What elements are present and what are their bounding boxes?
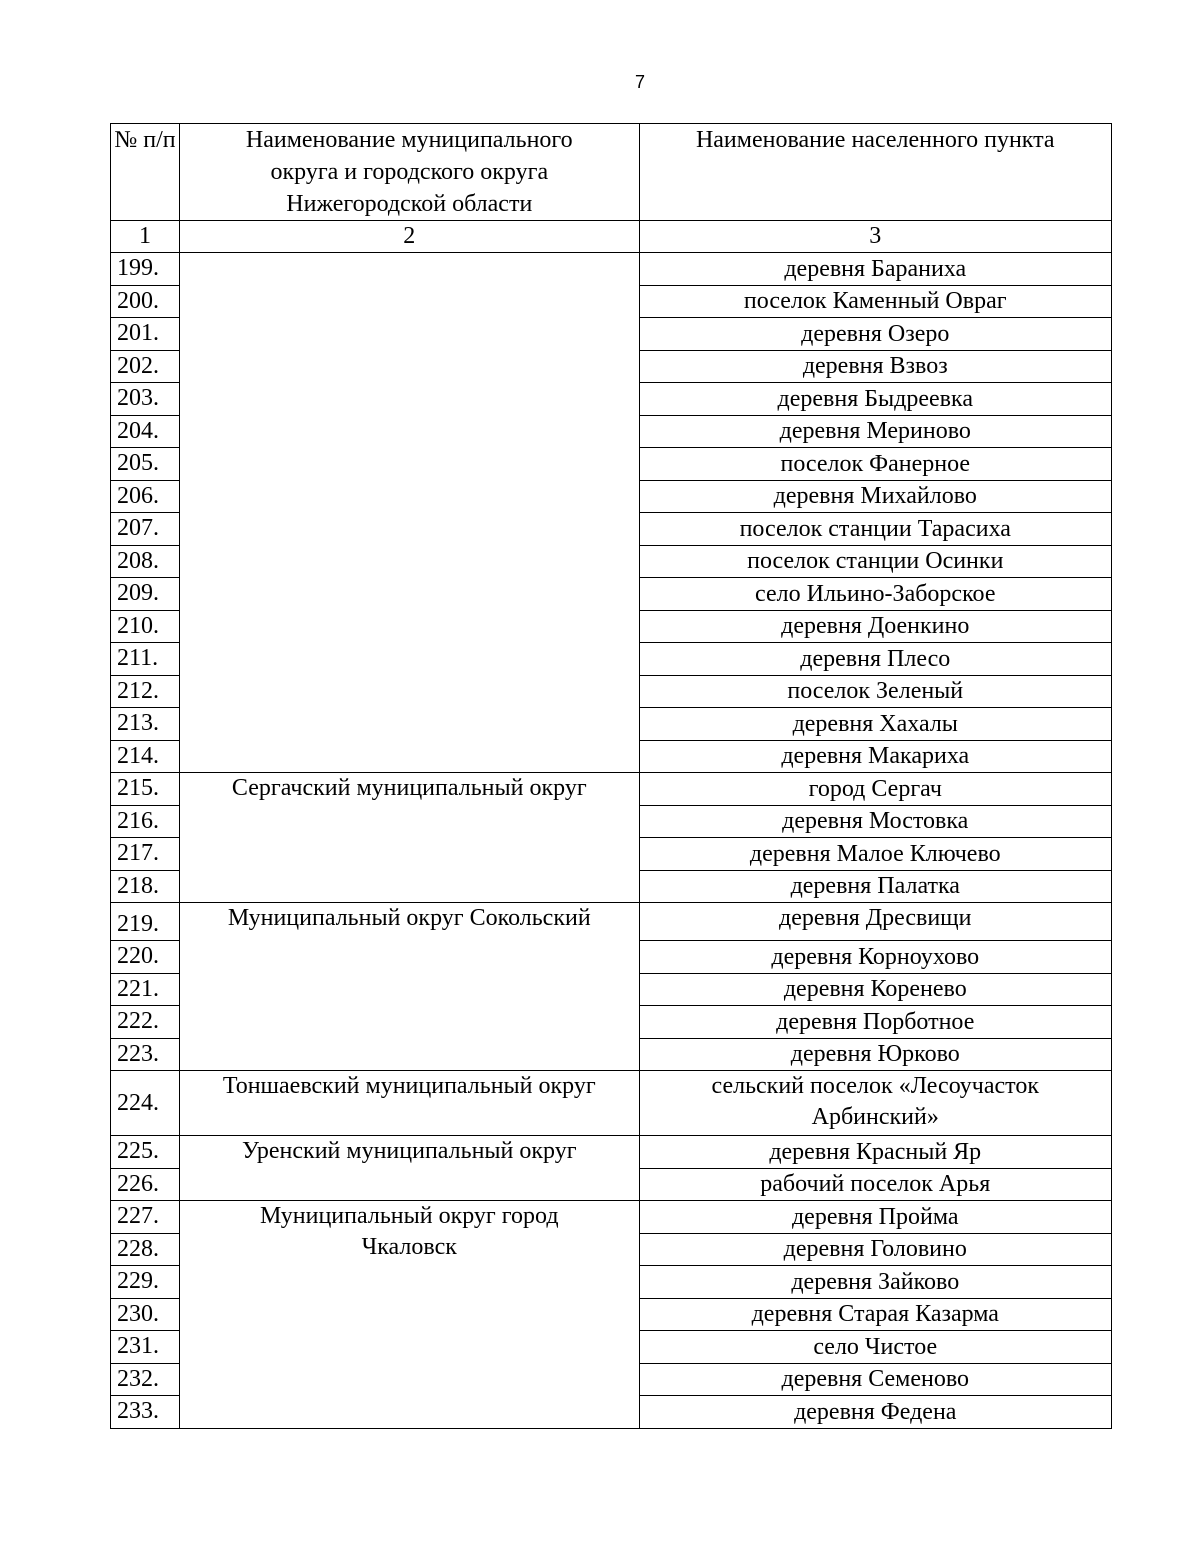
table-row	[111, 1136, 1112, 1169]
row-number: 224.	[111, 1071, 180, 1136]
row-number: 208.	[111, 545, 180, 578]
row-number: 218.	[111, 870, 180, 903]
place-name: деревня Дресвищи	[639, 903, 1111, 941]
row-number: 209.	[111, 578, 180, 611]
place-name: деревня Порботное	[639, 1006, 1111, 1039]
row-number: 204.	[111, 415, 180, 448]
row-number: 212.	[111, 675, 180, 708]
row-number: 207.	[111, 513, 180, 546]
header-num: № п/п	[111, 124, 180, 221]
row-number: 231.	[111, 1331, 180, 1364]
place-name: деревня Пройма	[639, 1201, 1111, 1234]
place-name: деревня Коренево	[639, 973, 1111, 1006]
row-number: 228.	[111, 1233, 180, 1266]
row-number: 216.	[111, 805, 180, 838]
row-number: 205.	[111, 448, 180, 481]
row-number: 210.	[111, 610, 180, 643]
place-name: деревня Мериново	[639, 415, 1111, 448]
place-name: деревня Хахалы	[639, 708, 1111, 741]
row-number: 214.	[111, 740, 180, 773]
row-number: 213.	[111, 708, 180, 741]
header-place: Наименование населенного пункта	[639, 124, 1111, 221]
header-district: Наименование муниципального округа и городского округа Нижегородской области	[180, 124, 639, 221]
page-number: 7	[634, 72, 645, 92]
row-number: 222.	[111, 1006, 180, 1039]
place-name: поселок станции Осинки	[639, 545, 1111, 578]
row-number: 202.	[111, 350, 180, 383]
row-number: 199.	[111, 253, 180, 286]
row-number: 201.	[111, 318, 180, 351]
place-name: поселок Фанерное	[639, 448, 1111, 481]
place-name: деревня Малое Ключево	[639, 838, 1111, 871]
place-name: деревня Зайково	[639, 1266, 1111, 1299]
place-name: деревня Взвоз	[639, 350, 1111, 383]
column-number-1: 1	[111, 221, 180, 253]
row-number: 225.	[111, 1136, 180, 1169]
table-row	[111, 903, 1112, 941]
table-row	[111, 773, 1112, 806]
place-name: деревня Быдреевка	[639, 383, 1111, 416]
place-name: деревня Михайлово	[639, 480, 1111, 513]
row-number: 203.	[111, 383, 180, 416]
row-number: 229.	[111, 1266, 180, 1299]
row-number: 211.	[111, 643, 180, 676]
place-name: деревня Федена	[639, 1396, 1111, 1429]
row-number: 200.	[111, 285, 180, 318]
place-name: деревня Бараниха	[639, 253, 1111, 286]
place-name: город Сергач	[639, 773, 1111, 806]
row-number: 206.	[111, 480, 180, 513]
district-chkalovsk: Муниципальный округ город Чкаловск	[180, 1201, 639, 1429]
row-number: 233.	[111, 1396, 180, 1429]
place-name: поселок Каменный Овраг	[639, 285, 1111, 318]
place-name: деревня Плесо	[639, 643, 1111, 676]
place-name: село Ильино-Заборское	[639, 578, 1111, 611]
row-number: 221.	[111, 973, 180, 1006]
row-number: 223.	[111, 1038, 180, 1071]
place-name: деревня Головино	[639, 1233, 1111, 1266]
column-number-2: 2	[180, 221, 639, 253]
place-name: деревня Мостовка	[639, 805, 1111, 838]
place-name: деревня Красный Яр	[639, 1136, 1111, 1169]
column-number-3: 3	[639, 221, 1111, 253]
place-name: деревня Макариха	[639, 740, 1111, 773]
district-uren: Уренский муниципальный округ	[180, 1136, 639, 1201]
table-row	[111, 253, 1112, 286]
column-number-row	[111, 221, 1112, 253]
row-number: 226.	[111, 1168, 180, 1201]
district-tonshaevo: Тоншаевский муниципальный округ	[180, 1071, 639, 1136]
table-row	[111, 1201, 1112, 1234]
row-number: 219.	[111, 903, 180, 941]
place-name: село Чистое	[639, 1331, 1111, 1364]
place-name: деревня Палатка	[639, 870, 1111, 903]
district-cell-empty	[180, 253, 639, 773]
place-name: деревня Озеро	[639, 318, 1111, 351]
row-number: 232.	[111, 1363, 180, 1396]
table-header-row	[111, 124, 1112, 221]
place-name: поселок Зеленый	[639, 675, 1111, 708]
place-name: деревня Доенкино	[639, 610, 1111, 643]
district-sokolsky: Муниципальный округ Сокольский	[180, 903, 639, 1071]
place-name: деревня Юрково	[639, 1038, 1111, 1071]
place-name: деревня Корноухово	[639, 941, 1111, 974]
row-number: 230.	[111, 1298, 180, 1331]
place-name: сельский поселок «Лесоучасток Арбинский»	[639, 1071, 1111, 1136]
district-sergach: Сергачский муниципальный округ	[180, 773, 639, 903]
place-name: деревня Старая Казарма	[639, 1298, 1111, 1331]
place-name: рабочий поселок Арья	[639, 1168, 1111, 1201]
row-number: 227.	[111, 1201, 180, 1234]
row-number: 217.	[111, 838, 180, 871]
place-name: поселок станции Тарасиха	[639, 513, 1111, 546]
settlements-table	[110, 123, 1112, 1429]
row-number: 215.	[111, 773, 180, 806]
table-row	[111, 1071, 1112, 1136]
row-number: 220.	[111, 941, 180, 974]
place-name: деревня Семеново	[639, 1363, 1111, 1396]
